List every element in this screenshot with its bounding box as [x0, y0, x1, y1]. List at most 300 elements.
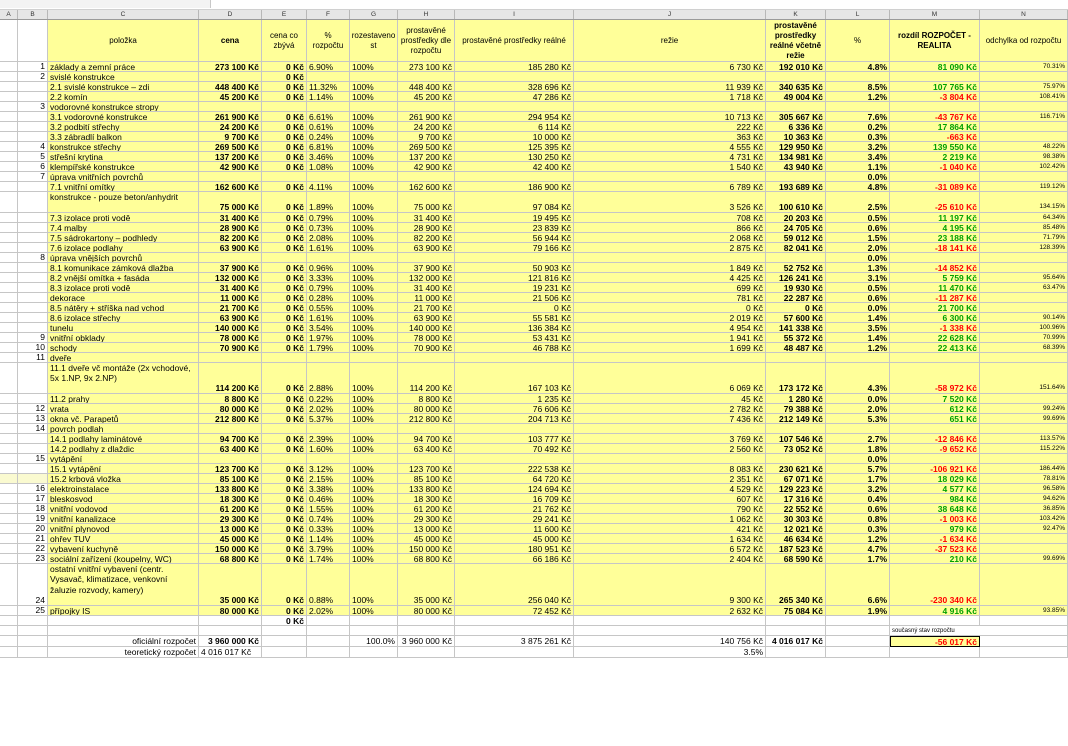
- row-number[interactable]: [18, 323, 48, 333]
- spent-by-budget-cell[interactable]: 133 800 Kč: [398, 484, 455, 494]
- spent-real-cell[interactable]: 55 581 Kč: [455, 313, 574, 323]
- budget-percent-cell[interactable]: [307, 353, 350, 363]
- blank-cell[interactable]: [826, 626, 890, 636]
- percent-cell[interactable]: 1.2%: [826, 534, 890, 544]
- row-number[interactable]: [18, 223, 48, 233]
- spent-by-budget-cell[interactable]: 63 900 Kč: [398, 313, 455, 323]
- row-gutter[interactable]: [0, 253, 18, 263]
- spent-real-cell[interactable]: 42 400 Kč: [455, 162, 574, 172]
- completion-cell[interactable]: [350, 72, 398, 82]
- item-name[interactable]: vnitřní kanalizace: [48, 514, 199, 524]
- item-name[interactable]: 7.4 malby: [48, 223, 199, 233]
- item-name[interactable]: konstrukce střechy: [48, 142, 199, 152]
- spent-real-cell[interactable]: 256 040 Kč: [455, 564, 574, 606]
- price-cell[interactable]: 162 600 Kč: [199, 182, 262, 192]
- difference-cell[interactable]: 210 Kč: [890, 554, 980, 564]
- row-number[interactable]: 14: [18, 424, 48, 434]
- row-number[interactable]: [18, 82, 48, 92]
- overhead-cell[interactable]: [574, 72, 766, 82]
- difference-cell[interactable]: [890, 253, 980, 263]
- budget-percent-cell[interactable]: 0.46%: [307, 494, 350, 504]
- row-number[interactable]: [18, 213, 48, 223]
- row-gutter[interactable]: [0, 263, 18, 273]
- row-gutter[interactable]: [0, 564, 18, 606]
- spent-by-budget-cell[interactable]: 70 900 Kč: [398, 343, 455, 353]
- completion-cell[interactable]: 100%: [350, 233, 398, 243]
- spent-real-cell[interactable]: 45 000 Kč: [455, 534, 574, 544]
- spent-incl-overhead-cell[interactable]: 129 223 Kč: [766, 484, 826, 494]
- deviation-cell[interactable]: 70.99%: [980, 333, 1068, 343]
- percent-cell[interactable]: 1.1%: [826, 162, 890, 172]
- budget-percent-cell[interactable]: 0.55%: [307, 303, 350, 313]
- column-header-d[interactable]: D: [199, 10, 262, 19]
- deviation-cell[interactable]: 102.42%: [980, 162, 1068, 172]
- budget-percent-cell[interactable]: 11.32%: [307, 82, 350, 92]
- item-name[interactable]: vrata: [48, 404, 199, 414]
- row-gutter[interactable]: [0, 92, 18, 102]
- spent-real-cell[interactable]: 125 395 Kč: [455, 142, 574, 152]
- deviation-cell[interactable]: [980, 253, 1068, 263]
- deviation-cell[interactable]: [980, 454, 1068, 464]
- deviation-cell[interactable]: 99.69%: [980, 554, 1068, 564]
- spent-real-cell[interactable]: 76 606 Kč: [455, 404, 574, 414]
- spent-real-cell[interactable]: [455, 172, 574, 182]
- overhead-cell[interactable]: 11 939 Kč: [574, 82, 766, 92]
- row-number[interactable]: [18, 243, 48, 253]
- percent-cell[interactable]: 0.0%: [826, 394, 890, 404]
- blank-cell[interactable]: [980, 647, 1068, 658]
- budget-percent-cell[interactable]: 1.79%: [307, 343, 350, 353]
- spent-real-cell[interactable]: 21 762 Kč: [455, 504, 574, 514]
- row-gutter[interactable]: [0, 554, 18, 564]
- remaining-cell[interactable]: 0 Kč: [262, 82, 307, 92]
- deviation-cell[interactable]: 186.44%: [980, 464, 1068, 474]
- spent-incl-overhead-cell[interactable]: [766, 454, 826, 464]
- spent-real-cell[interactable]: 185 280 Kč: [455, 62, 574, 72]
- price-cell[interactable]: 78 000 Kč: [199, 333, 262, 343]
- budget-percent-cell[interactable]: 4.11%: [307, 182, 350, 192]
- budget-percent-cell[interactable]: 3.12%: [307, 464, 350, 474]
- remaining-cell[interactable]: 0 Kč: [262, 293, 307, 303]
- deviation-cell[interactable]: 92.47%: [980, 524, 1068, 534]
- remaining-cell[interactable]: [262, 102, 307, 112]
- spent-real-cell[interactable]: 47 286 Kč: [455, 92, 574, 102]
- percent-cell[interactable]: [826, 102, 890, 112]
- budget-percent-cell[interactable]: 0.96%: [307, 263, 350, 273]
- blank-cell[interactable]: [307, 647, 350, 658]
- difference-cell[interactable]: 984 Kč: [890, 494, 980, 504]
- budget-percent-cell[interactable]: 1.89%: [307, 192, 350, 213]
- overhead-cell[interactable]: 2 560 Kč: [574, 444, 766, 454]
- price-cell[interactable]: 18 300 Kč: [199, 494, 262, 504]
- item-name[interactable]: 8.1 komunikace zámková dlažba: [48, 263, 199, 273]
- budget-percent-cell[interactable]: 1.60%: [307, 444, 350, 454]
- price-cell[interactable]: 140 000 Kč: [199, 323, 262, 333]
- remaining-cell[interactable]: 0 Kč: [262, 404, 307, 414]
- item-name[interactable]: 7.1 vnitřní omítky: [48, 182, 199, 192]
- blank-cell[interactable]: 0 Kč: [262, 616, 307, 626]
- row-gutter[interactable]: [0, 464, 18, 474]
- remaining-cell[interactable]: 0 Kč: [262, 313, 307, 323]
- spent-incl-overhead-cell[interactable]: 129 950 Kč: [766, 142, 826, 152]
- percent-cell[interactable]: 4.7%: [826, 544, 890, 554]
- row-gutter[interactable]: [0, 102, 18, 112]
- deviation-cell[interactable]: 128.39%: [980, 243, 1068, 253]
- price-cell[interactable]: 70 900 Kč: [199, 343, 262, 353]
- remaining-cell[interactable]: 0 Kč: [262, 434, 307, 444]
- blank-cell[interactable]: [980, 616, 1068, 626]
- completion-cell[interactable]: 100%: [350, 444, 398, 454]
- spent-incl-overhead-cell[interactable]: 141 338 Kč: [766, 323, 826, 333]
- deviation-cell[interactable]: [980, 303, 1068, 313]
- completion-cell[interactable]: 100%: [350, 243, 398, 253]
- remaining-cell[interactable]: 0 Kč: [262, 92, 307, 102]
- item-name[interactable]: vybavení kuchyně: [48, 544, 199, 554]
- price-cell[interactable]: 68 800 Kč: [199, 554, 262, 564]
- row-gutter[interactable]: [0, 323, 18, 333]
- item-name[interactable]: svislé konstrukce: [48, 72, 199, 82]
- spent-real-cell[interactable]: [455, 454, 574, 464]
- difference-cell[interactable]: [890, 102, 980, 112]
- blank-cell[interactable]: [262, 626, 307, 636]
- column-header-c[interactable]: C: [48, 10, 199, 19]
- spent-real-cell[interactable]: 124 694 Kč: [455, 484, 574, 494]
- deviation-cell[interactable]: 103.42%: [980, 514, 1068, 524]
- price-cell[interactable]: 42 900 Kč: [199, 162, 262, 172]
- spent-incl-overhead-cell[interactable]: 22 552 Kč: [766, 504, 826, 514]
- row-gutter[interactable]: [0, 363, 18, 394]
- price-cell[interactable]: 261 900 Kč: [199, 112, 262, 122]
- row-number[interactable]: 4: [18, 142, 48, 152]
- deviation-cell[interactable]: [980, 72, 1068, 82]
- overhead-cell[interactable]: 2 632 Kč: [574, 606, 766, 616]
- deviation-cell[interactable]: 94.62%: [980, 494, 1068, 504]
- percent-cell[interactable]: 4.3%: [826, 363, 890, 394]
- spent-by-budget-cell[interactable]: 212 800 Kč: [398, 414, 455, 424]
- completion-cell[interactable]: 100%: [350, 313, 398, 323]
- item-name[interactable]: 8.3 izolace proti vodě: [48, 283, 199, 293]
- remaining-cell[interactable]: 0 Kč: [262, 363, 307, 394]
- deviation-cell[interactable]: 134.15%: [980, 192, 1068, 213]
- difference-cell[interactable]: [890, 72, 980, 82]
- header-blank-1[interactable]: [18, 20, 48, 62]
- item-name[interactable]: 3.1 vodorovné konstrukce: [48, 112, 199, 122]
- deviation-cell[interactable]: 48.22%: [980, 142, 1068, 152]
- deviation-cell[interactable]: 64.34%: [980, 213, 1068, 223]
- row-gutter[interactable]: [0, 283, 18, 293]
- row-number[interactable]: [18, 283, 48, 293]
- completion-cell[interactable]: 100%: [350, 494, 398, 504]
- blank-cell[interactable]: [307, 636, 350, 647]
- remaining-cell[interactable]: 0 Kč: [262, 192, 307, 213]
- blank-cell[interactable]: [307, 626, 350, 636]
- completion-cell[interactable]: 100%: [350, 263, 398, 273]
- row-gutter[interactable]: [0, 494, 18, 504]
- budget-percent-cell[interactable]: 3.46%: [307, 152, 350, 162]
- deviation-cell[interactable]: 63.47%: [980, 283, 1068, 293]
- percent-cell[interactable]: 8.5%: [826, 82, 890, 92]
- percent-cell[interactable]: 1.5%: [826, 233, 890, 243]
- deviation-cell[interactable]: [980, 172, 1068, 182]
- row-gutter[interactable]: [0, 414, 18, 424]
- overhead-cell[interactable]: 2 404 Kč: [574, 554, 766, 564]
- percent-cell[interactable]: 7.6%: [826, 112, 890, 122]
- overhead-percent[interactable]: 3.5%: [574, 647, 766, 658]
- difference-cell[interactable]: -3 804 Kč: [890, 92, 980, 102]
- spent-incl-overhead-cell[interactable]: [766, 353, 826, 363]
- spent-real-cell[interactable]: 1 235 Kč: [455, 394, 574, 404]
- item-name[interactable]: 7.6 izolace podlahy: [48, 243, 199, 253]
- completion-cell[interactable]: 100%: [350, 484, 398, 494]
- blank-cell[interactable]: [574, 626, 766, 636]
- difference-cell[interactable]: 139 550 Kč: [890, 142, 980, 152]
- remaining-cell[interactable]: 0 Kč: [262, 142, 307, 152]
- difference-cell[interactable]: 107 765 Kč: [890, 82, 980, 92]
- item-name[interactable]: vnitřní plynovod: [48, 524, 199, 534]
- budget-percent-cell[interactable]: 1.74%: [307, 554, 350, 564]
- spent-by-budget-cell[interactable]: 11 000 Kč: [398, 293, 455, 303]
- difference-cell[interactable]: 2 219 Kč: [890, 152, 980, 162]
- price-cell[interactable]: [199, 253, 262, 263]
- remaining-cell[interactable]: 0 Kč: [262, 273, 307, 283]
- price-cell[interactable]: 212 800 Kč: [199, 414, 262, 424]
- deviation-cell[interactable]: 75.97%: [980, 82, 1068, 92]
- overhead-cell[interactable]: 1 699 Kč: [574, 343, 766, 353]
- spent-real-cell[interactable]: 167 103 Kč: [455, 363, 574, 394]
- spent-incl-overhead-cell[interactable]: 82 041 Kč: [766, 243, 826, 253]
- spent-real-cell[interactable]: [455, 253, 574, 263]
- remaining-cell[interactable]: 0 Kč: [262, 223, 307, 233]
- row-number[interactable]: [18, 233, 48, 243]
- spent-real-cell[interactable]: 70 492 Kč: [455, 444, 574, 454]
- overhead-cell[interactable]: 10 713 Kč: [574, 112, 766, 122]
- spent-real-cell[interactable]: [455, 102, 574, 112]
- item-name[interactable]: vnitřní vodovod: [48, 504, 199, 514]
- item-name[interactable]: 3.3 zábradlí balkon: [48, 132, 199, 142]
- overhead-cell[interactable]: 7 436 Kč: [574, 414, 766, 424]
- blank-cell[interactable]: [980, 636, 1068, 647]
- row-gutter[interactable]: [0, 333, 18, 343]
- spent-real-cell[interactable]: 53 431 Kč: [455, 333, 574, 343]
- row-number[interactable]: 19: [18, 514, 48, 524]
- overhead-cell[interactable]: 1 718 Kč: [574, 92, 766, 102]
- column-header-e[interactable]: E: [262, 10, 307, 19]
- completion-cell[interactable]: 100%: [350, 524, 398, 534]
- percent-cell[interactable]: 0.6%: [826, 223, 890, 233]
- blank-cell[interactable]: [766, 616, 826, 626]
- spent-incl-overhead-cell[interactable]: 75 084 Kč: [766, 606, 826, 616]
- blank-cell[interactable]: [766, 647, 826, 658]
- deviation-cell[interactable]: 98.38%: [980, 152, 1068, 162]
- official-overhead[interactable]: 140 756 Kč: [574, 636, 766, 647]
- row-gutter[interactable]: [0, 62, 18, 72]
- spent-real-cell[interactable]: 130 250 Kč: [455, 152, 574, 162]
- remaining-cell[interactable]: 0 Kč: [262, 484, 307, 494]
- remaining-cell[interactable]: 0 Kč: [262, 283, 307, 293]
- completion-cell[interactable]: 100%: [350, 122, 398, 132]
- deviation-cell[interactable]: 116.71%: [980, 112, 1068, 122]
- spent-by-budget-cell[interactable]: [398, 424, 455, 434]
- spent-real-cell[interactable]: 72 452 Kč: [455, 606, 574, 616]
- percent-cell[interactable]: 0.6%: [826, 504, 890, 514]
- remaining-cell[interactable]: 0 Kč: [262, 414, 307, 424]
- row-gutter[interactable]: [0, 122, 18, 132]
- row-gutter[interactable]: [0, 544, 18, 554]
- row-number[interactable]: [18, 293, 48, 303]
- item-name[interactable]: 8.5 nátěry + stříška nad vchod: [48, 303, 199, 313]
- item-name[interactable]: 11.1 dveře vč montáže (2x vchodové, 5x 1.NP, 9x 2.NP): [48, 363, 199, 394]
- row-gutter[interactable]: [0, 213, 18, 223]
- remaining-cell[interactable]: 0 Kč: [262, 162, 307, 172]
- difference-cell[interactable]: 651 Kč: [890, 414, 980, 424]
- price-cell[interactable]: 24 200 Kč: [199, 122, 262, 132]
- price-cell[interactable]: 37 900 Kč: [199, 263, 262, 273]
- header-rozestaveno[interactable]: rozestaveno st: [350, 20, 398, 62]
- row-number[interactable]: [18, 313, 48, 323]
- item-name[interactable]: 2.2 komín: [48, 92, 199, 102]
- percent-cell[interactable]: 6.6%: [826, 564, 890, 606]
- column-header-b[interactable]: B: [18, 10, 48, 19]
- completion-cell[interactable]: 100%: [350, 363, 398, 394]
- row-number[interactable]: 2: [18, 72, 48, 82]
- percent-cell[interactable]: 1.3%: [826, 263, 890, 273]
- spent-by-budget-cell[interactable]: 42 900 Kč: [398, 162, 455, 172]
- spent-real-cell[interactable]: 204 713 Kč: [455, 414, 574, 424]
- completion-cell[interactable]: 100%: [350, 414, 398, 424]
- item-name[interactable]: 8.6 izolace střechy: [48, 313, 199, 323]
- overhead-cell[interactable]: 9 300 Kč: [574, 564, 766, 606]
- column-header-k[interactable]: K: [766, 10, 826, 19]
- spent-by-budget-cell[interactable]: 63 400 Kč: [398, 444, 455, 454]
- item-name[interactable]: elektroinstalace: [48, 484, 199, 494]
- row-gutter[interactable]: [0, 534, 18, 544]
- row-gutter[interactable]: [0, 424, 18, 434]
- row-number[interactable]: 11: [18, 353, 48, 363]
- completion-cell[interactable]: [350, 353, 398, 363]
- remaining-cell[interactable]: 0 Kč: [262, 152, 307, 162]
- budget-percent-cell[interactable]: [307, 253, 350, 263]
- column-header-n[interactable]: N: [980, 10, 1068, 19]
- item-name[interactable]: 15.1 vytápění: [48, 464, 199, 474]
- row-gutter[interactable]: [0, 233, 18, 243]
- spent-incl-overhead-cell[interactable]: 107 546 Kč: [766, 434, 826, 444]
- remaining-cell[interactable]: 0 Kč: [262, 213, 307, 223]
- row-number[interactable]: [18, 303, 48, 313]
- remaining-cell[interactable]: 0 Kč: [262, 494, 307, 504]
- overhead-cell[interactable]: 607 Kč: [574, 494, 766, 504]
- item-name[interactable]: přípojky IS: [48, 606, 199, 616]
- blank-cell[interactable]: [890, 616, 980, 626]
- blank-cell[interactable]: [350, 626, 398, 636]
- blank-cell[interactable]: [574, 616, 766, 626]
- percent-cell[interactable]: 0.3%: [826, 132, 890, 142]
- deviation-cell[interactable]: 96.58%: [980, 484, 1068, 494]
- blank-cell[interactable]: [455, 647, 574, 658]
- completion-cell[interactable]: 100%: [350, 534, 398, 544]
- item-name[interactable]: 2.1 svislé konstrukce – zdi: [48, 82, 199, 92]
- completion-cell[interactable]: 100%: [350, 504, 398, 514]
- spent-real-cell[interactable]: 294 954 Kč: [455, 112, 574, 122]
- price-cell[interactable]: 13 000 Kč: [199, 524, 262, 534]
- completion-cell[interactable]: 100%: [350, 474, 398, 484]
- blank-cell[interactable]: [18, 647, 48, 658]
- row-number[interactable]: 18: [18, 504, 48, 514]
- row-gutter[interactable]: [0, 343, 18, 353]
- overhead-cell[interactable]: 699 Kč: [574, 283, 766, 293]
- spent-real-cell[interactable]: 50 903 Kč: [455, 263, 574, 273]
- spent-by-budget-cell[interactable]: 269 500 Kč: [398, 142, 455, 152]
- blank-cell[interactable]: [262, 636, 307, 647]
- overhead-cell[interactable]: 2 019 Kč: [574, 313, 766, 323]
- difference-cell[interactable]: [890, 424, 980, 434]
- percent-cell[interactable]: [826, 353, 890, 363]
- remaining-cell[interactable]: 0 Kč: [262, 323, 307, 333]
- spent-by-budget-cell[interactable]: 162 600 Kč: [398, 182, 455, 192]
- row-number[interactable]: 8: [18, 253, 48, 263]
- percent-cell[interactable]: [826, 72, 890, 82]
- percent-cell[interactable]: [826, 424, 890, 434]
- deviation-cell[interactable]: 119.12%: [980, 182, 1068, 192]
- blank-cell[interactable]: [350, 616, 398, 626]
- item-name[interactable]: střešní krytina: [48, 152, 199, 162]
- item-name[interactable]: základy a zemní práce: [48, 62, 199, 72]
- percent-cell[interactable]: 0.0%: [826, 303, 890, 313]
- blank-cell[interactable]: [980, 626, 1068, 636]
- budget-percent-cell[interactable]: 6.61%: [307, 112, 350, 122]
- spent-real-cell[interactable]: 180 951 Kč: [455, 544, 574, 554]
- remaining-cell[interactable]: 0 Kč: [262, 606, 307, 616]
- spent-incl-overhead-cell[interactable]: 57 600 Kč: [766, 313, 826, 323]
- row-number[interactable]: [18, 92, 48, 102]
- budget-percent-cell[interactable]: 2.02%: [307, 606, 350, 616]
- completion-cell[interactable]: 100%: [350, 564, 398, 606]
- header-prostredky-vcetne[interactable]: prostavěné prostředky reálné včetně režie: [766, 20, 826, 62]
- remaining-cell[interactable]: 0 Kč: [262, 233, 307, 243]
- spent-incl-overhead-cell[interactable]: 73 052 Kč: [766, 444, 826, 454]
- spent-by-budget-cell[interactable]: 114 200 Kč: [398, 363, 455, 394]
- official-budget-percent[interactable]: 100.0%: [350, 636, 398, 647]
- header-odchylka[interactable]: odchylka od rozpočtu: [980, 20, 1068, 62]
- spent-real-cell[interactable]: 64 720 Kč: [455, 474, 574, 484]
- difference-cell[interactable]: -12 846 Kč: [890, 434, 980, 444]
- remaining-cell[interactable]: 0 Kč: [262, 343, 307, 353]
- completion-cell[interactable]: [350, 454, 398, 464]
- spent-incl-overhead-cell[interactable]: 68 590 Kč: [766, 554, 826, 564]
- difference-cell[interactable]: 22 628 Kč: [890, 333, 980, 343]
- overhead-cell[interactable]: 1 634 Kč: [574, 534, 766, 544]
- remaining-cell[interactable]: 0 Kč: [262, 132, 307, 142]
- item-name[interactable]: vodorovné konstrukce stropy: [48, 102, 199, 112]
- remaining-cell[interactable]: 0 Kč: [262, 514, 307, 524]
- completion-cell[interactable]: 100%: [350, 92, 398, 102]
- difference-cell[interactable]: 17 864 Kč: [890, 122, 980, 132]
- overhead-cell[interactable]: 781 Kč: [574, 293, 766, 303]
- blank-cell[interactable]: [18, 616, 48, 626]
- remaining-cell[interactable]: 0 Kč: [262, 554, 307, 564]
- overhead-cell[interactable]: 708 Kč: [574, 213, 766, 223]
- difference-cell[interactable]: 612 Kč: [890, 404, 980, 414]
- spent-by-budget-cell[interactable]: 85 100 Kč: [398, 474, 455, 484]
- deviation-cell[interactable]: [980, 564, 1068, 606]
- spent-incl-overhead-cell[interactable]: 24 705 Kč: [766, 223, 826, 233]
- row-number[interactable]: 13: [18, 414, 48, 424]
- price-cell[interactable]: 29 300 Kč: [199, 514, 262, 524]
- price-cell[interactable]: 31 400 Kč: [199, 213, 262, 223]
- completion-cell[interactable]: 100%: [350, 223, 398, 233]
- row-number[interactable]: [18, 434, 48, 444]
- difference-cell[interactable]: 38 648 Kč: [890, 504, 980, 514]
- spent-incl-overhead-cell[interactable]: 55 372 Kč: [766, 333, 826, 343]
